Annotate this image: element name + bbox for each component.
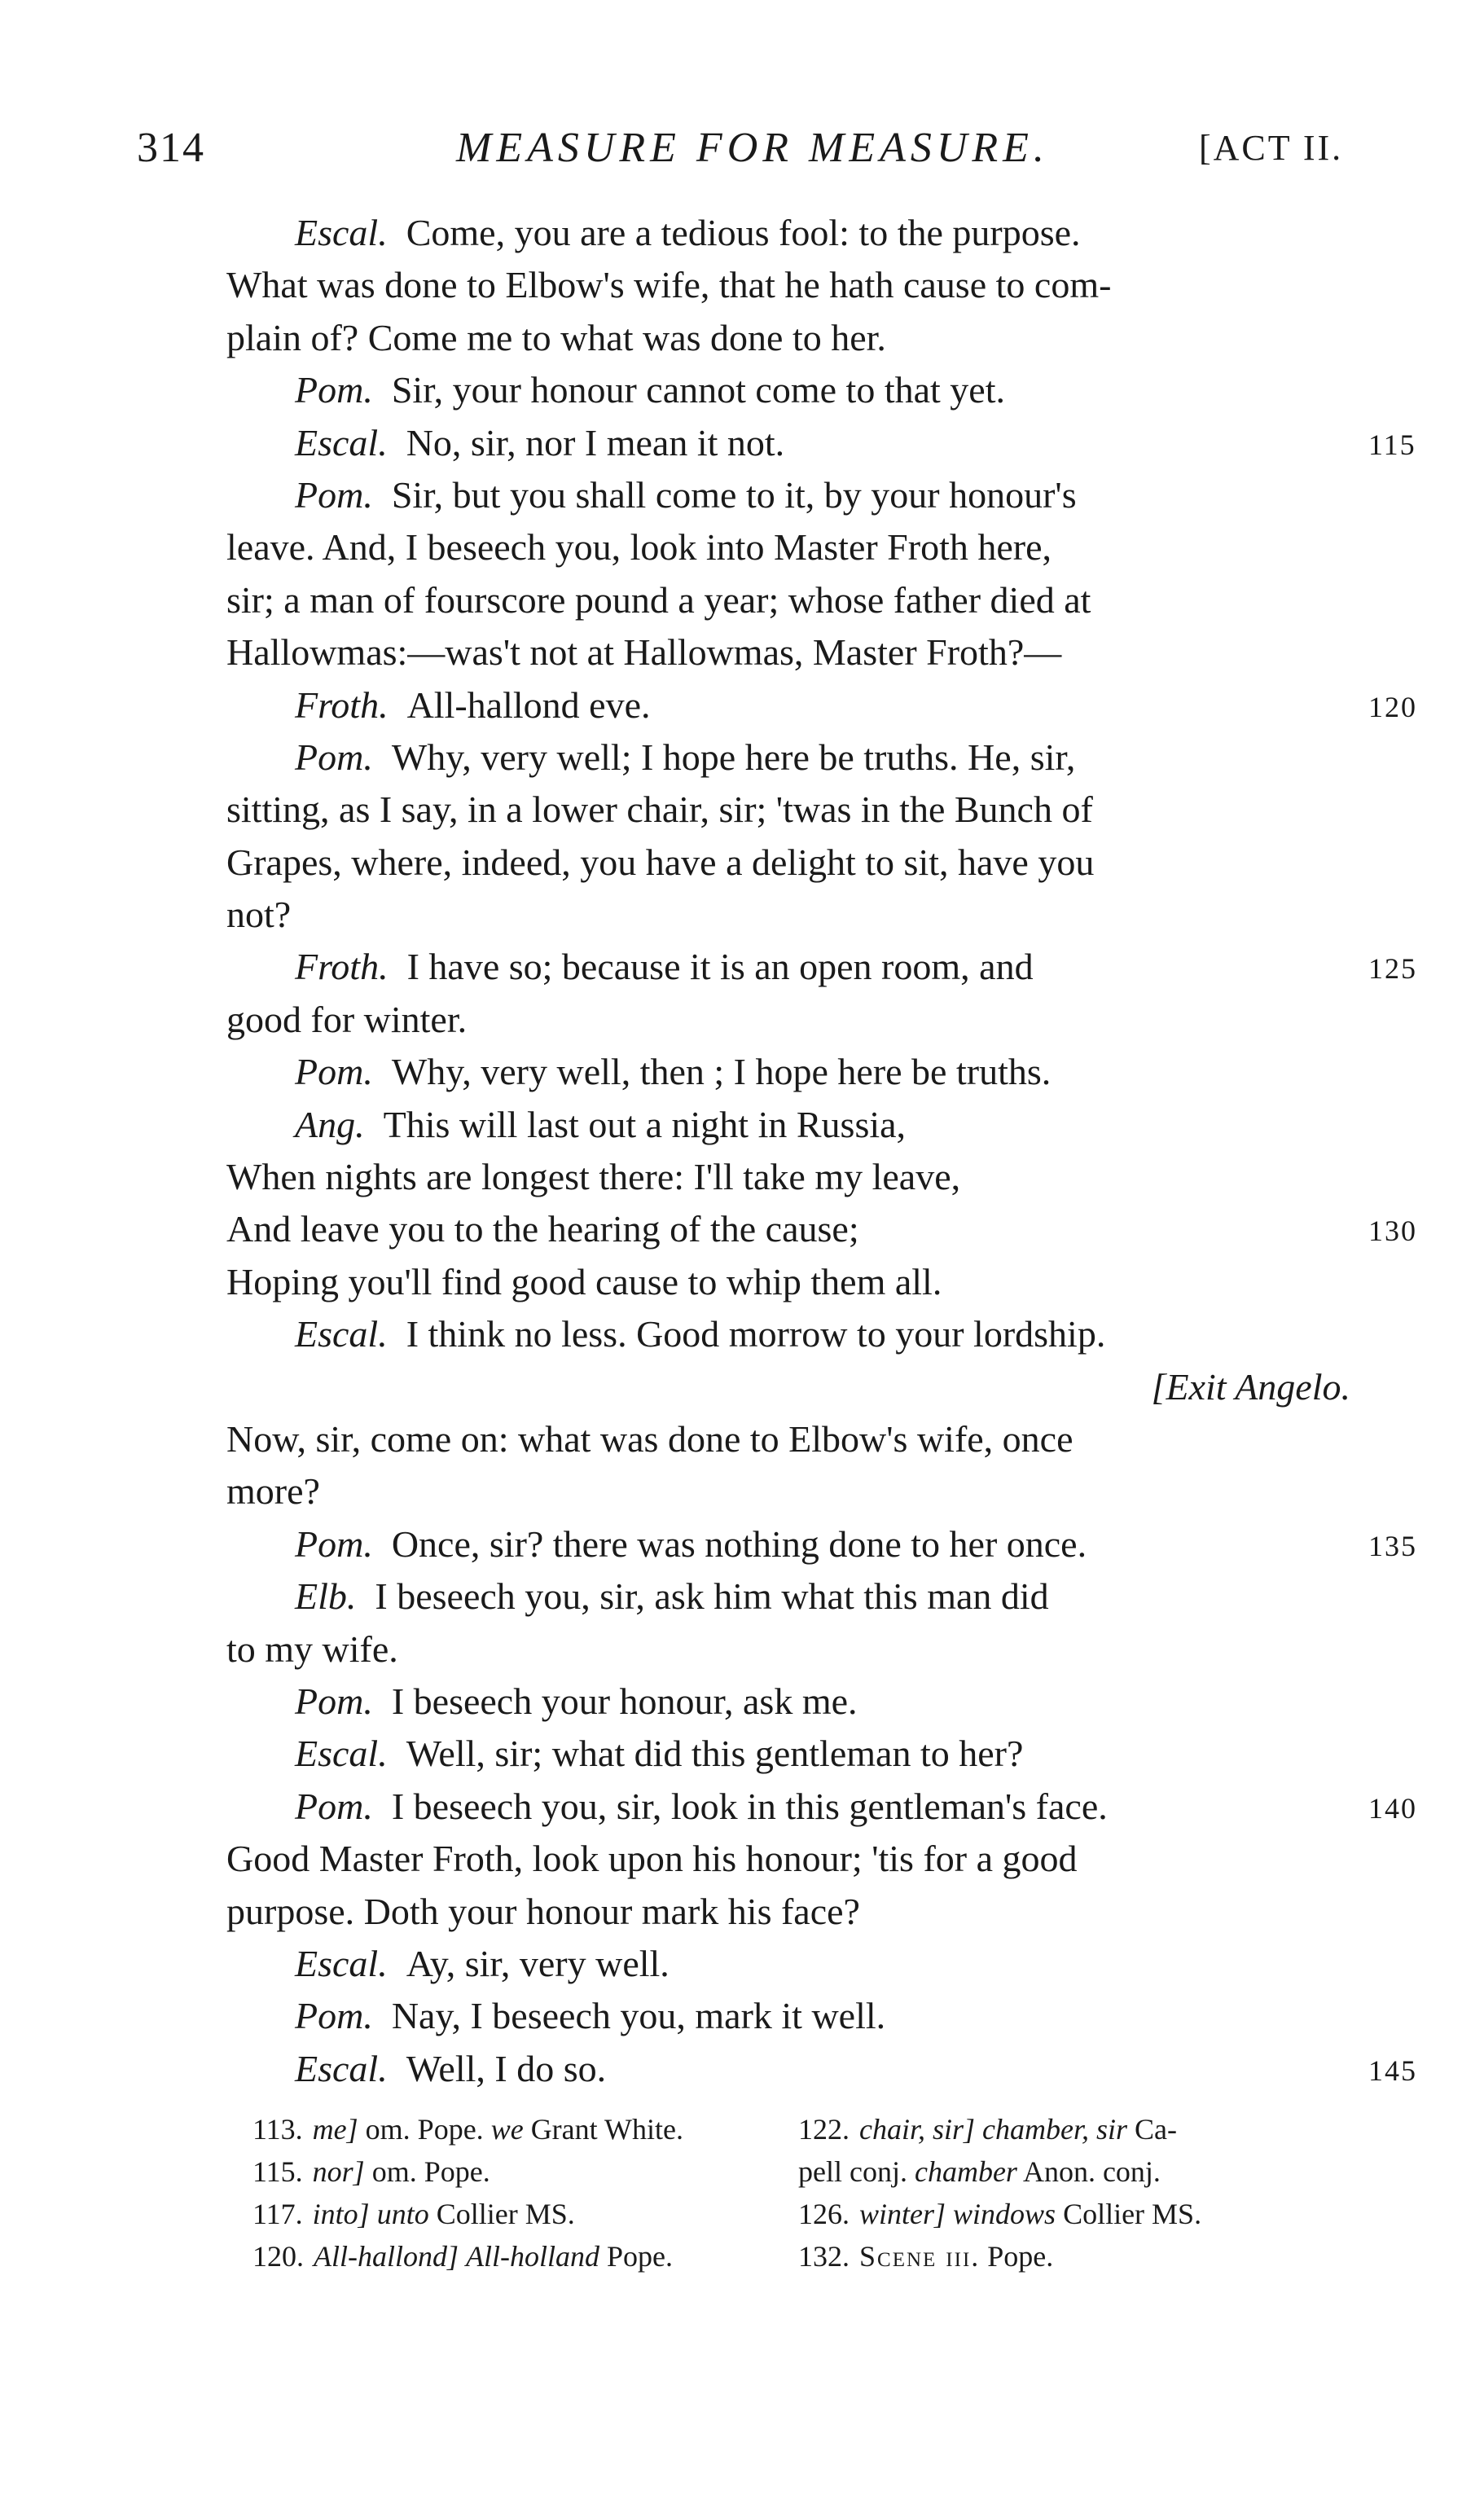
footnote xyxy=(798,2235,1368,2278)
text-line xyxy=(226,1570,1367,1623)
text-line xyxy=(226,731,1367,784)
text-line xyxy=(226,1938,1367,1990)
speaker-name: Escal. xyxy=(295,1313,388,1355)
running-head xyxy=(0,124,1484,181)
footnote-text xyxy=(975,2113,982,2146)
line-text: Hallowmas:—was't not at Hallowmas, Master Froth?— xyxy=(226,631,1062,674)
text-line xyxy=(226,259,1367,311)
footnote-text: om. Pope. xyxy=(358,2113,491,2146)
text-line xyxy=(226,1099,1367,1151)
text-line xyxy=(226,994,1367,1046)
text-line xyxy=(226,889,1367,941)
footnote-text: Pope. xyxy=(599,2240,673,2273)
speaker-name: Escal. xyxy=(295,1733,388,1775)
footnote xyxy=(798,2108,1368,2150)
footnote xyxy=(252,2235,790,2278)
footnote-text: Scene iii. xyxy=(859,2240,981,2273)
footnote-text: Collier MS. xyxy=(1056,2198,1202,2230)
speaker-name: Pom. xyxy=(295,1522,373,1565)
line-text: to my wife. xyxy=(226,1627,398,1670)
text-line xyxy=(226,941,1417,993)
footnote xyxy=(252,2150,790,2193)
line-text: Ay, sir, very well. xyxy=(406,1942,670,1984)
footnote-number: 126. xyxy=(798,2198,850,2230)
line-text: not? xyxy=(226,894,292,936)
text-line xyxy=(226,679,1417,731)
speaker-name: Escal. xyxy=(295,1942,388,1984)
line-text: sir; a man of fourscore pound a year; whose father died at xyxy=(226,578,1091,621)
footnote-number: 120. xyxy=(252,2240,304,2273)
footnote-text: winter] xyxy=(859,2198,946,2230)
footnote-text: pell conj. xyxy=(798,2155,915,2188)
text-line xyxy=(226,312,1367,364)
text-line xyxy=(226,1728,1367,1780)
line-text: Well, sir; what did this gentleman to her? xyxy=(406,1733,1024,1775)
stage-direction: [Exit Angelo. xyxy=(1151,1365,1350,1408)
speaker-name: Pom. xyxy=(295,1680,373,1722)
footnote-text: unto xyxy=(376,2198,429,2230)
page-number: 314 xyxy=(137,125,205,171)
line-text: more? xyxy=(226,1470,320,1513)
line-text: Why, very well; I hope here be truths. He, sir, xyxy=(391,736,1076,778)
act-label: [ACT II. xyxy=(1199,128,1344,168)
line-text: Well, I do so. xyxy=(406,2047,607,2089)
line-text: Sir, your honour cannot come to that yet. xyxy=(391,369,1005,411)
footnote-text: Ca- xyxy=(1127,2113,1178,2146)
speaker-name: Pom. xyxy=(295,1051,373,1093)
footnote-text: we xyxy=(490,2113,524,2146)
line-text: I beseech you, sir, look in this gentleman's face. xyxy=(391,1785,1108,1827)
line-text: Good Master Froth, look upon his honour; 'tis for a good xyxy=(226,1838,1078,1880)
text-line xyxy=(226,784,1367,836)
text-line xyxy=(226,626,1367,679)
line-text: Come, you are a tedious fool: to the purpose. xyxy=(406,212,1081,253)
text-line xyxy=(226,1151,1367,1203)
line-text: Grapes, where, indeed, you have a delight to sit, have you xyxy=(226,841,1095,883)
text-line xyxy=(226,1465,1367,1518)
footnote-text: chamber, sir xyxy=(982,2113,1128,2146)
line-text: When nights are longest there: I'll take my leave, xyxy=(226,1156,961,1198)
speaker-name: Ang. xyxy=(295,1103,365,1145)
speaker-name: Pom. xyxy=(295,473,373,516)
footnote-text: windows xyxy=(953,2198,1056,2230)
line-text: good for winter. xyxy=(226,998,468,1040)
footnote-text: me] xyxy=(312,2113,358,2146)
line-text: All-hallond eve. xyxy=(406,683,651,726)
footnote xyxy=(798,2193,1368,2235)
text-line xyxy=(226,1833,1367,1885)
footnote-text: chamber xyxy=(914,2155,1017,2188)
footnote-number: 113. xyxy=(252,2113,303,2146)
text-line xyxy=(226,1518,1417,1570)
footnote-text: Pope. xyxy=(980,2240,1054,2273)
line-number: 120 xyxy=(1368,690,1417,723)
text-line xyxy=(226,1676,1367,1728)
text-line xyxy=(226,1990,1367,2042)
footnote-text: chair, sir] xyxy=(859,2113,976,2146)
footnote-text xyxy=(370,2198,377,2230)
footnote-text: Collier MS. xyxy=(428,2198,575,2230)
footnote-text xyxy=(459,2240,466,2273)
line-text: And leave you to the hearing of the cause; xyxy=(226,1208,859,1250)
line-text: Sir, but you shall come to it, by your honour's xyxy=(391,473,1077,516)
text-line xyxy=(226,1886,1367,1938)
footnote xyxy=(252,2193,790,2235)
footnote xyxy=(798,2150,1368,2193)
speaker-name: Pom. xyxy=(295,1995,373,2037)
footnote-number: 132. xyxy=(798,2240,850,2273)
play-text xyxy=(226,207,1417,2095)
speaker-name: Froth. xyxy=(295,683,389,726)
text-line xyxy=(226,1046,1367,1098)
speaker-name: Escal. xyxy=(295,212,388,253)
speaker-name: Pom. xyxy=(295,1785,373,1827)
speaker-name: Elb. xyxy=(295,1575,357,1618)
text-line xyxy=(226,1256,1367,1308)
line-text: purpose. Doth your honour mark his face? xyxy=(226,1890,860,1932)
line-number: 125 xyxy=(1368,952,1417,986)
line-text: Once, sir? there was nothing done to her once. xyxy=(391,1522,1087,1565)
footnote-number: 122. xyxy=(798,2113,850,2146)
text-line xyxy=(226,1361,1367,1413)
footnotes-left-column xyxy=(252,2108,790,2278)
text-line xyxy=(226,1308,1367,1360)
footnote-text: into] xyxy=(312,2198,370,2230)
text-line xyxy=(226,574,1367,626)
footnote-text: All-hallond] xyxy=(314,2240,459,2273)
line-text: plain of? Come me to what was done to her. xyxy=(226,316,886,358)
line-text: No, sir, nor I mean it not. xyxy=(406,421,785,463)
text-line xyxy=(226,1203,1417,1255)
play-title: MEASURE FOR MEASURE. xyxy=(456,125,1049,171)
text-line xyxy=(226,521,1367,573)
footnote-number: 117. xyxy=(252,2198,303,2230)
speaker-name: Escal. xyxy=(295,421,388,463)
text-line xyxy=(226,364,1367,416)
line-text: Hoping you'll find good cause to whip them all. xyxy=(226,1260,942,1302)
footnote xyxy=(252,2108,790,2150)
text-line xyxy=(226,469,1367,521)
text-line xyxy=(226,1781,1417,1833)
text-line xyxy=(226,1413,1367,1465)
line-text: Now, sir, come on: what was done to Elbow's wife, once xyxy=(226,1417,1073,1460)
line-number: 115 xyxy=(1368,428,1416,461)
line-number: 145 xyxy=(1368,2054,1417,2087)
text-line xyxy=(226,1623,1367,1676)
line-text: I have so; because it is an open room, and xyxy=(406,946,1034,988)
text-line xyxy=(226,207,1367,259)
speaker-name: Froth. xyxy=(295,946,389,988)
line-text: Why, very well, then ; I hope here be truths. xyxy=(391,1051,1052,1093)
footnote-text: Grant White. xyxy=(523,2113,683,2146)
speaker-name: Escal. xyxy=(295,2047,388,2089)
line-text: I beseech you, sir, ask him what this man did xyxy=(375,1575,1049,1618)
line-number: 130 xyxy=(1368,1215,1417,1248)
line-number: 140 xyxy=(1368,1791,1417,1825)
line-text: I beseech your honour, ask me. xyxy=(391,1680,858,1722)
footnote-text xyxy=(946,2198,953,2230)
speaker-name: Pom. xyxy=(295,369,373,411)
footnote-text: om. Pope. xyxy=(364,2155,490,2188)
footnote-text: nor] xyxy=(312,2155,365,2188)
footnote-text: Anon. conj. xyxy=(1016,2155,1161,2188)
line-text: leave. And, I beseech you, look into Master Froth here, xyxy=(226,526,1052,569)
text-line xyxy=(226,837,1367,889)
footnotes-right-column xyxy=(798,2108,1368,2278)
text-line xyxy=(226,417,1416,469)
line-text: sitting, as I say, in a lower chair, sir; 'twas in the Bunch of xyxy=(226,788,1093,831)
line-text: What was done to Elbow's wife, that he hath cause to com- xyxy=(226,264,1112,306)
line-text: Nay, I beseech you, mark it well. xyxy=(391,1995,886,2037)
line-number: 135 xyxy=(1368,1529,1417,1562)
line-text: This will last out a night in Russia, xyxy=(383,1103,907,1145)
footnote-text: All-holland xyxy=(466,2240,599,2273)
footnote-number: 115. xyxy=(252,2155,303,2188)
text-line xyxy=(226,2043,1417,2095)
line-text: I think no less. Good morrow to your lordship. xyxy=(406,1313,1106,1355)
speaker-name: Pom. xyxy=(295,736,373,778)
